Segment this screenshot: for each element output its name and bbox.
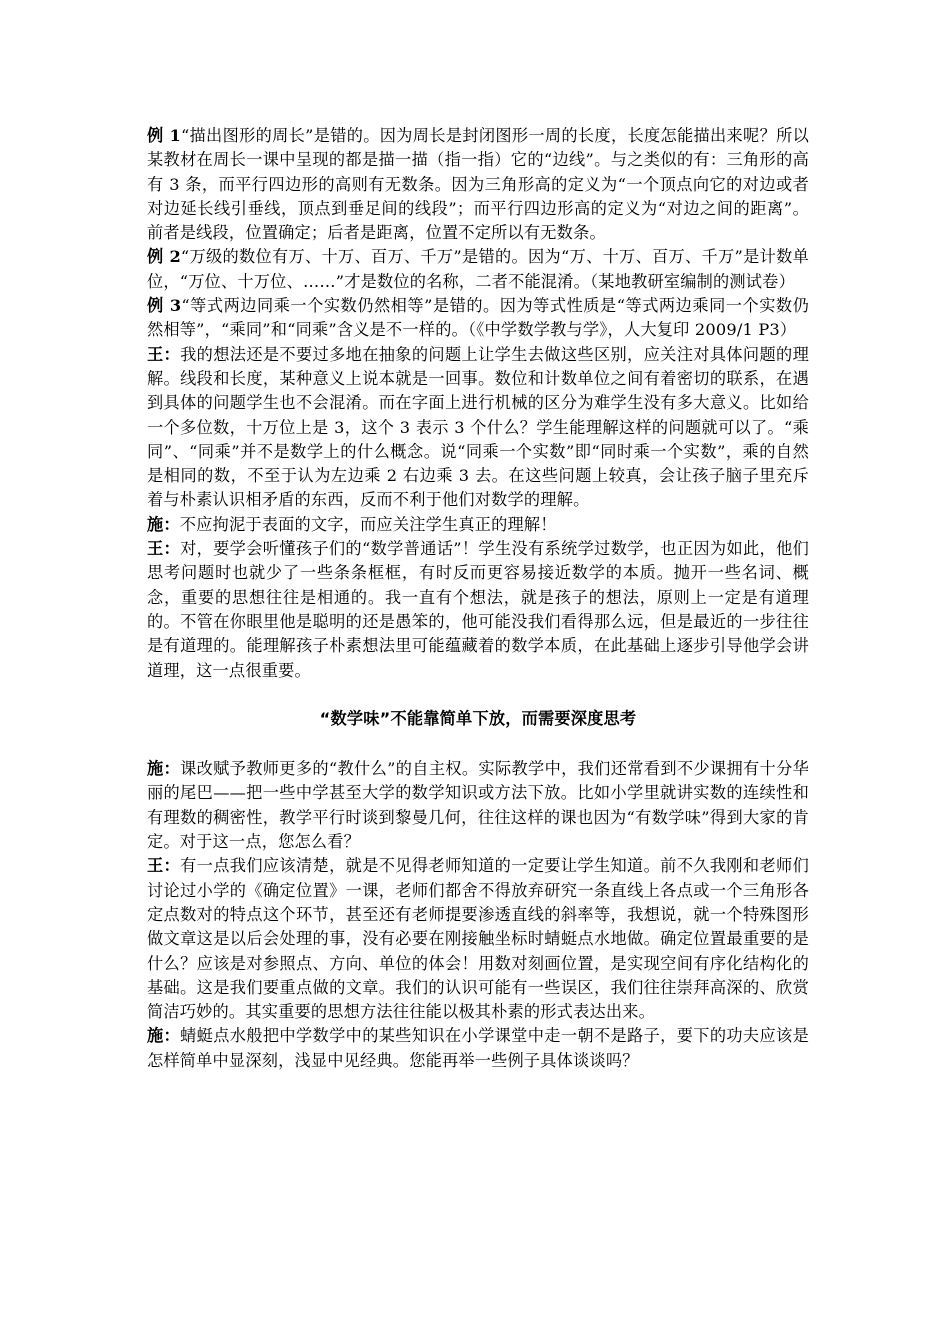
dialogue-paragraph (147, 854, 809, 1024)
document-body (147, 124, 809, 1073)
dialogue-paragraph (147, 513, 809, 537)
dialogue-paragraph (147, 537, 809, 683)
example-3 (147, 294, 809, 343)
example-text: “描出图形的周长”是错的。因为周长是封闭图形一周的长度，长度怎能描出来呢？所以某教材在周长一课中呈现的都是描一描（指一指）它的“边线”。与之类似的有：三角形的高有 3 条，而平行四边形的高则有无数条。因为三角形高的定义为“一个顶点向它的对边或者对边延长线引垂线，顶点到垂足间的线段”；而平行四边形高的定义为“对边之间的距离”。前者是线段，位置确定；后者是距离，位置不定所以有无数条。 (147, 126, 809, 243)
example-text: “万级的数位有万、十万、百万、千万”是错的。因为“万、十万、百万、千万”是计数单位，“万位、十万位、……”才是数位的名称，二者不能混淆。（某地教研室编制的测试卷） (147, 247, 809, 291)
speaker-label: 施： (147, 1026, 181, 1046)
dialogue-text: 我的想法还是不要过多地在抽象的问题上让学生去做这些区别，应关注对具体问题的理解。线段和长度，某种意义上说本就是一回事。数位和计数单位之间有着密切的联系，在遇到具体的问题学生也不会混淆。而在字面上进行机械的区分为难学生没有多大意义。比如给一个多位数，十万位上是 3，这个 3 表示 3 个什么？学生能理解这样的问题就可以了。“乘同”、“同乘”并不是数学上的什么概念。说“同乘一个实数”即“同时乘一个实数”，乘的自然是相同的数，不至于认为左边乘 2 右边乘 3 去。在这些问题上较真，会让孩子脑子里充斥着与朴素认识相矛盾的东西，反而不利于他们对数学的理解。 (147, 344, 809, 510)
dialogue-text: 课改赋予教师更多的“教什么”的自主权。实际教学中，我们还常看到不少课拥有十分华丽的尾巴——把一些中学甚至大学的数学知识或方法下放。比如小学里就讲实数的连续性和有理数的稠密性，教学平行时谈到黎曼几何，往往这样的课也因为“有数学味”得到大家的肯定。对于这一点，您怎么看？ (147, 759, 809, 852)
section-heading: “数学味”不能靠简单下放，而需要深度思考 (319, 708, 637, 728)
speaker-label: 王： (147, 344, 181, 364)
dialogue-text: 对，要学会听懂孩子们的“数学普通话”！学生没有系统学过数学，也正因为如此，他们思考问题时也就少了一些条条框框，有时反而更容易接近数学的本质。抛开一些名词、概念，重要的思想往往是相通的。我一直有个想法，就是孩子的想法，原则上一定是有道理的。不管在你眼里他是聪明的还是愚笨的，他可能没我们看得那么远，但是最近的一步往往是有道理的。能理解孩子朴素想法里可能蕴藏着的数学本质，在此基础上逐步引导他学会讲道理，这一点很重要。 (147, 539, 809, 680)
example-2 (147, 245, 809, 294)
dialogue-text: 蜻蜓点水般把中学数学中的某些知识在小学课堂中走一朝不是路子，要下的功夫应该是怎样简单中显深刻，浅显中见经典。您能再举一些例子具体谈谈吗？ (147, 1026, 809, 1070)
speaker-label: 王： (147, 856, 181, 876)
speaker-label: 王： (147, 539, 181, 559)
example-1 (147, 124, 809, 245)
speaker-label: 施： (147, 759, 181, 779)
dialogue-paragraph (147, 343, 809, 513)
example-label: 例 3 (147, 296, 182, 316)
example-label: 例 2 (147, 247, 181, 267)
dialogue-paragraph (147, 757, 809, 854)
dialogue-text: 不应拘泥于表面的文字，而应关注学生真正的理解！ (179, 514, 557, 534)
dialogue-text: 有一点我们应该清楚，就是不见得老师知道的一定要让学生知道。前不久我刚和老师们讨论过小学的《确定位置》一课，老师们都舍不得放弃研究一条直线上各点或一个三角形各定点数对的特点这个环节，甚至还有老师提要渗透直线的斜率等，我想说，就一个特殊图形做文章这是以后会处理的事，没有必要在刚接触坐标时蜻蜓点水地做。确定位置最重要的是什么？应该是对参照点、方向、单位的体会！用数对刻画位置，是实现空间有序化结构化的基础。这是我们要重点做的文章。我们的认识可能有一些误区，我们往往崇拜高深的、欣赏简洁巧妙的。其实重要的思想方法往往能以极其朴素的形式表达出来。 (147, 856, 809, 1022)
example-text: “等式两边同乘一个实数仍然相等”是错的。因为等式性质是“等式两边乘同一个实数仍然相等”，“乘同”和“同乘”含义是不一样的。（《中学数学教与学》，人大复印 2009/1 P3） (147, 296, 810, 340)
example-label: 例 1 (147, 126, 181, 145)
speaker-label: 施： (147, 514, 180, 534)
dialogue-paragraph (147, 1024, 809, 1073)
